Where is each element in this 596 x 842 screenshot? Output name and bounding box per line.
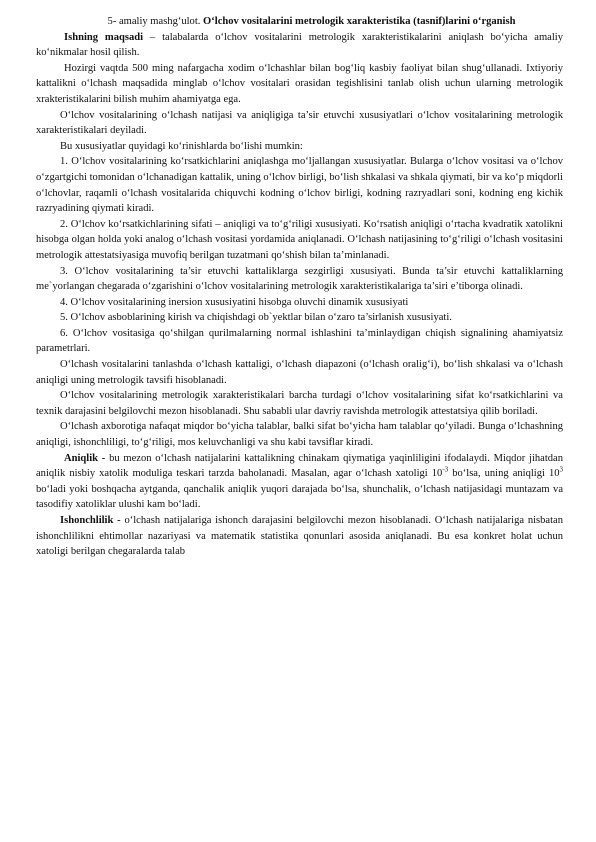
paragraph-1: Hozirgi vaqtda 500 ming nafargacha xodim o‘lchashlar bilan bog‘liq kasbiy faoliyat bilan shug‘ullanadi. Ixtiyoriy kattalikni o‘lchash maqsadida minglab o‘lchov vositalari orasidan tegishlisini tanlab olish uchun ularning metrologik xrakteristikalarini bilish muhim ahamiyatga ega. <box>36 62 563 105</box>
paragraph-6: O‘lchash axborotiga nafaqat miqdor bo‘yicha talablar, balki sifat bo‘yicha ham talablar qo‘yiladi. Bunga o‘lchashning aniqligi, ishonchliligi, to‘g‘riligi, mos keluvchanligi va shu kabi tavsiflar kiradi. <box>36 421 563 449</box>
reliability-label: Ishonchlilik - <box>60 515 121 526</box>
title-bold: O‘lchov vositalarini metrologik xarakteristika (tasnif)larini o‘rganish <box>203 16 516 27</box>
accuracy-exponent-1: -3 <box>442 465 449 474</box>
aim-label: Ishning maqsadi <box>64 31 144 43</box>
accuracy-text-b: bo‘lsa, uning aniqligi 10 <box>448 468 560 480</box>
accuracy-label: Aniqlik - <box>64 452 106 464</box>
paragraph-3: Bu xususiyatlar quyidagi ko‘rinishlarda bo‘lishi mumkin: <box>60 140 303 152</box>
list-item-4: 4. O‘lchov vositalarining inersion xususiyatini hisobga oluvchi dinamik xususiyati <box>60 296 409 308</box>
list-item-5: 5. O‘lchov asboblarining kirish va chiqishdagi ob`yektlar bilan o‘zaro ta’sirlanish xususiyati. <box>60 312 452 324</box>
paragraph-4: O‘lchash vositalarini tanlashda o‘lchash kattaligi, o‘lchash diapazoni (o‘lchash oralig‘i), bo‘lish shkalasi va o‘lchash aniqligi uning metrologik tavsifi hisoblanadi. <box>36 359 563 386</box>
accuracy-text-a: bu mezon o‘lchash natijalarini kattalikning chinakam qiymatiga yaqinliligini ifodalaydi. Miqdor jihatdan aniqlik nisbiy xatolik moduliga teskari tarzda baholanadi. Masalan, agar o‘lchash xatoligi 10 <box>36 452 563 480</box>
document-page <box>36 14 563 560</box>
reliability-text: o‘lchash natijalariga ishonch darajasini belgilovchi mezon hisoblanadi. O‘lchash natijalariga nisbatan ishonchlilikni ehtimollar nazariyasi va matematik statistika qonunlari asosida aniqlanadi. Bu esa konkret holat uchun xatoligi berilgan chegaralarda talab <box>36 515 563 558</box>
aim-text: – talabalarda o‘lchov vositalarini metrologik xarakteristikalarini aniqlash bo‘yicha amaliy ko‘nikmalar hosil qilish. <box>36 31 564 59</box>
list-item-2: 2. O‘lchov ko‘rsatkichlarining sifati – aniqligi va to‘g‘riligi xususiyati. Ko‘rsatish aniqligi o‘rtacha kvadratik xatolikni hisobga olgan holda yoki analog o‘lchash vositasi yordamida aniqlanadi. O‘lchash natijasining to‘g‘riligi o‘lchash vositasini metrologik attestatsiyasiga muvofiq berilgan tuzatmani qo‘shish bilan ta’minlanadi. <box>36 218 563 261</box>
accuracy-exponent-2: 3 <box>559 465 563 474</box>
accuracy-paragraph <box>36 451 563 513</box>
list-item-3: 3. O‘lchov vositalarining ta’sir etuvchi kattaliklarga sezgirligi xususiyati. Bunda ta’sir etuvchi kattaliklarning me`yorlangan chegarada o‘zgarishini o‘lchov vositalarining metrologik xarakteristikalariga ta’siri e’tiborga olinadi. <box>36 265 563 293</box>
reliability-paragraph <box>36 513 563 560</box>
paragraph-5: O‘lchov vositalarining metrologik xarakteristikalari barcha turdagi o‘lchov vositalarining sifat ko‘rsatkichlarini va texnik darajasini belgilovchi mezon hisoblanadi. Shu sababli ular davriy ravishda metrologik attestatsiya qilib boriladi. <box>36 390 563 417</box>
aim-paragraph <box>36 30 563 61</box>
page-title <box>36 14 563 30</box>
paragraph-2: O‘lchov vositalarining o‘lchash natijasi va aniqligiga ta’sir etuvchi xususiyatlari o‘lchov vositalarining metrologik xarakteristikalari deyiladi. <box>36 109 563 137</box>
list-item-6: 6. O‘lchov vositasiga qo‘shilgan qurilmalarning normal ishlashini ta’minlaydigan chiqish signalining ahamiyatsiz parametrlari. <box>36 327 563 355</box>
title-prefix: 5- amaliy mashg‘ulot. <box>107 16 204 27</box>
list-item-1: 1. O‘lchov vositalarining ko‘rsatkichlarini aniqlashga mo‘ljallangan xususiyatlar. Bularga o‘lchov vositasi va o‘lchov o‘zgartgichi tomonidan o‘lchanadigan kattalik, uning o‘lchov birligi, bo‘lish shkalasi va shkala qiymati, bir va ko‘p miqdorli o‘lchovlar, raqamli o‘lchash vositalarida chiquvchi kodning o‘lchov birligi, kodning razryadlari soni, kodning eng kichik razryadining qiymati kiradi. <box>36 156 563 215</box>
accuracy-text-c: bo‘ladi yoki boshqacha aytganda, qanchalik aniqlik yuqori darajada bo‘lsa, shunchalik, o‘lchash natijasidagi muntazam va tasodifiy xatoliklar ulushi kam bo‘ladi. <box>36 483 563 511</box>
